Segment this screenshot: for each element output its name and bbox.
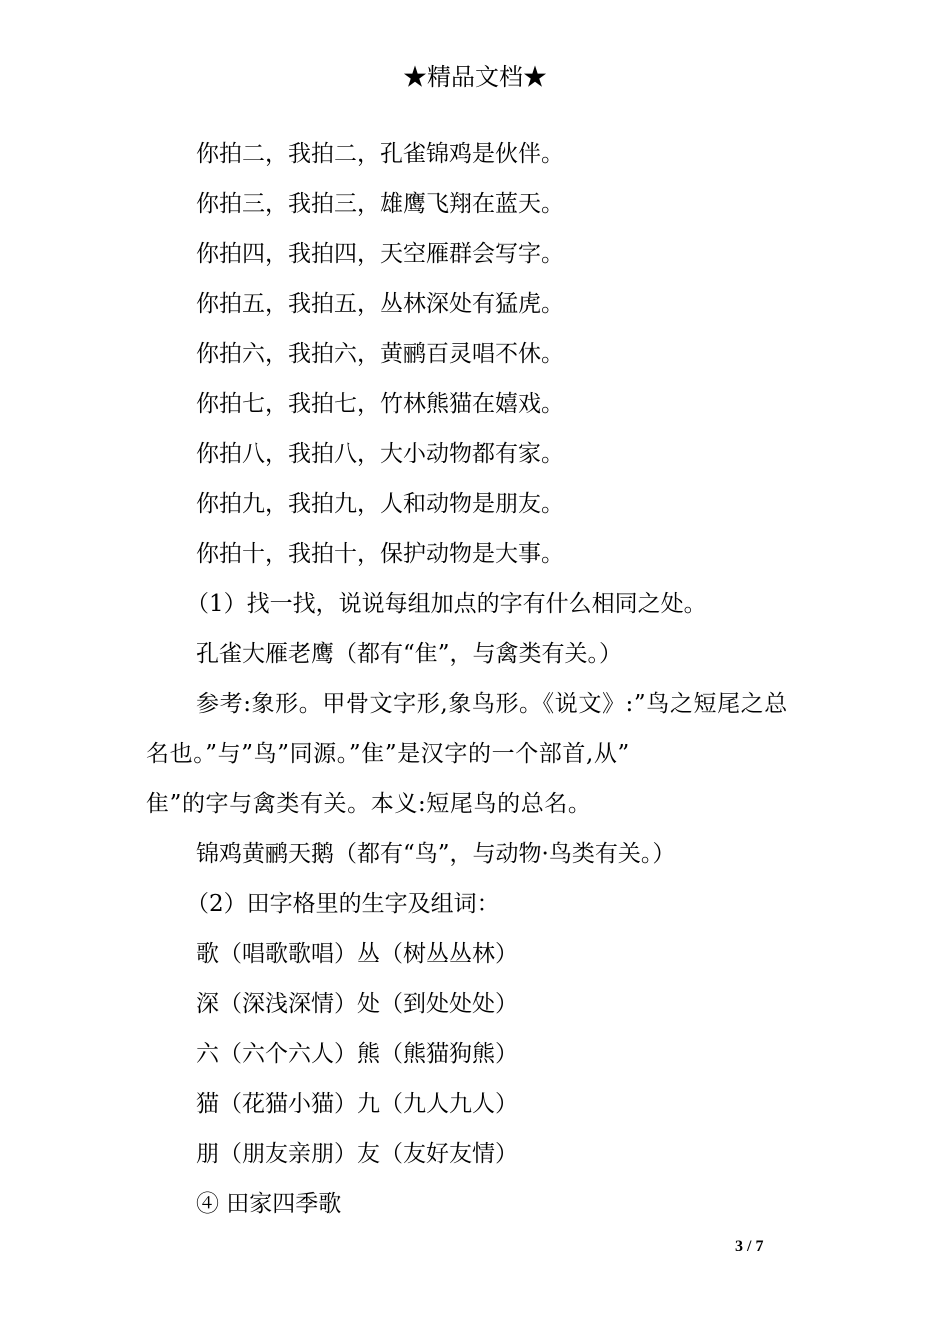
document-body bbox=[146, 129, 811, 1229]
word-group-4: 猫（花猫小猫）九（九人九人） bbox=[196, 1091, 518, 1117]
group-2-answer: 锦鸡黄鹂天鹅（都有“鸟”，与动物·鸟类有关。） bbox=[196, 841, 676, 867]
chant-line-6: 你拍六，我拍六，黄鹂百灵唱不休。 bbox=[196, 341, 564, 367]
chant-line-7: 你拍七，我拍七，竹林熊猫在嬉戏。 bbox=[196, 391, 564, 417]
chant-line-2: 你拍二，我拍二，孔雀锦鸡是伙伴。 bbox=[196, 141, 564, 167]
chant-line-8: 你拍八，我拍八，大小动物都有家。 bbox=[196, 441, 564, 467]
chant-line-4: 你拍四，我拍四，天空雁群会写字。 bbox=[196, 241, 564, 267]
section-4-title: ④ 田家四季歌 bbox=[196, 1191, 342, 1217]
page-number: 3 / 7 bbox=[735, 1238, 764, 1255]
chant-line-3: 你拍三，我拍三，雄鹰飞翔在蓝天。 bbox=[196, 191, 564, 217]
word-group-5: 朋（朋友亲朋）友（友好友情） bbox=[196, 1141, 518, 1167]
chant-line-10: 你拍十，我拍十，保护动物是大事。 bbox=[196, 541, 564, 567]
group-1-answer: 孔雀大雁老鹰（都有“隹”，与禽类有关。） bbox=[196, 641, 623, 667]
word-group-3: 六（六个六人）熊（熊猫狗熊） bbox=[196, 1041, 518, 1067]
reference-paragraph-end: 隹”的字与禽类有关。本义:短尾鸟的总名。 bbox=[146, 791, 592, 817]
word-group-1: 歌（唱歌歌唱）丛（树丛丛林） bbox=[196, 941, 518, 967]
question-2: （2）田字格里的生字及组词： bbox=[186, 891, 500, 917]
reference-paragraph: 参考:象形。甲骨文字形,象鸟形。《说文》:”鸟之短尾之总名也。”与”鸟”同源。”隹”是汉字的一个部首,从” bbox=[146, 691, 788, 767]
question-1: （1）找一找，说说每组加点的字有什么相同之处。 bbox=[186, 591, 707, 617]
page-header-title: ★精品文档★ bbox=[403, 63, 547, 91]
chant-line-9: 你拍九，我拍九，人和动物是朋友。 bbox=[196, 491, 564, 517]
chant-line-5: 你拍五，我拍五，丛林深处有猛虎。 bbox=[196, 291, 564, 317]
word-group-2: 深（深浅深情）处（到处处处） bbox=[196, 991, 518, 1017]
